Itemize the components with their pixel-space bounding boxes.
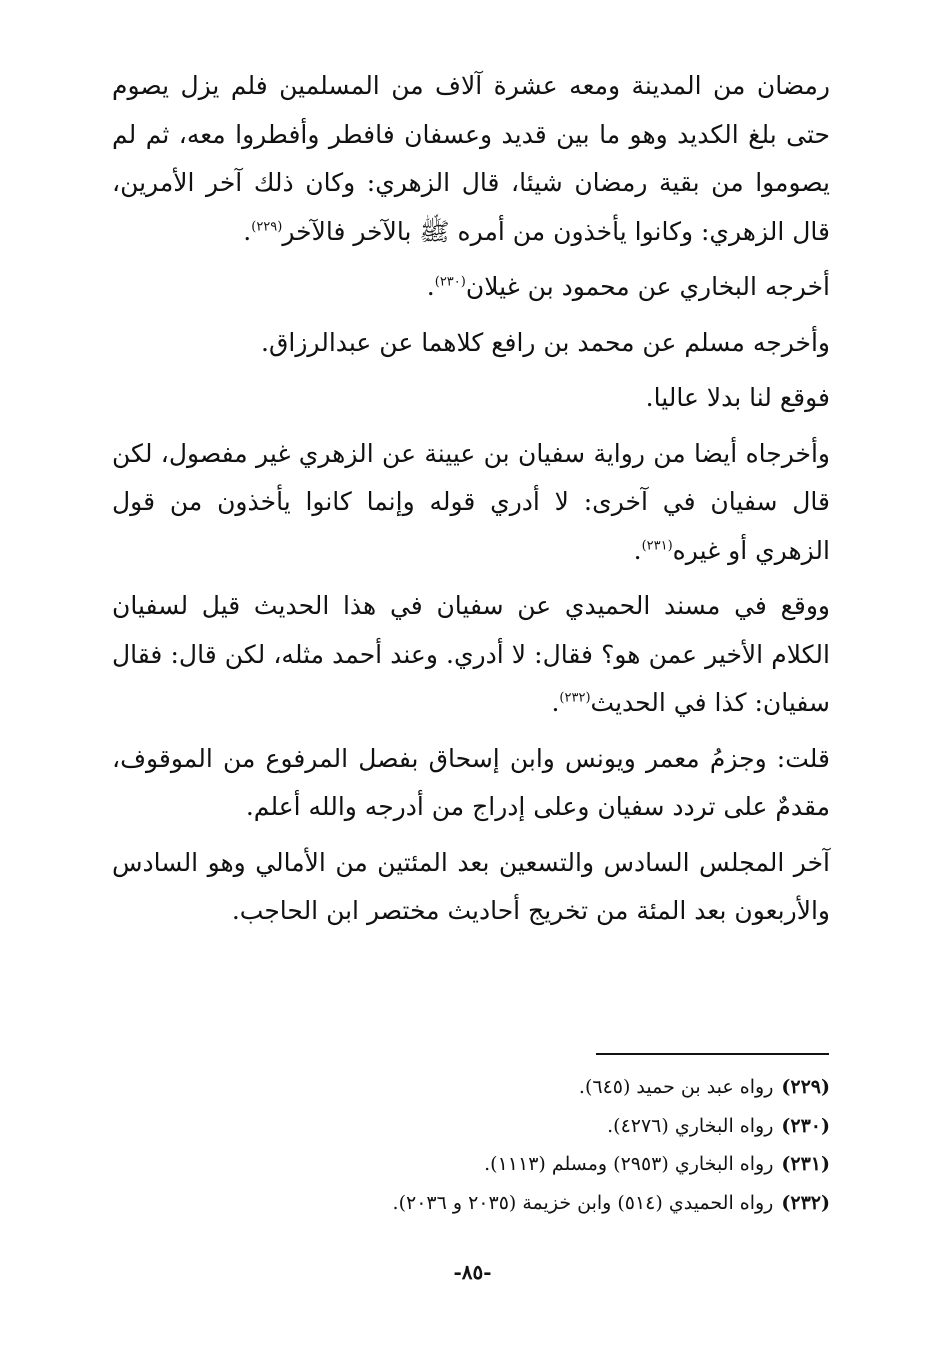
footnote-ref-231[interactable]: (٢٣١) [641,538,673,554]
paragraph-5: وأخرجاه أيضا من رواية سفيان بن عيينة عن الزهري غير مفصول، لكن قال سفيان في آخرى: لا أدري قوله وإنما كانوا يأخذون من قول الزهري أو غيره$^{(٢٣١)}$. [112,438,830,565]
paragraph-3: وأخرجه مسلم عن محمد بن رافع كلاهما عن عبدالرزاق. [261,327,830,357]
footnote-text: رواه عبد بن حميد (٦٤٥). [578,1076,774,1098]
footnote-ref-230[interactable]: (٢٣٠) [434,274,466,290]
footnote-ref-229[interactable]: (٢٢٩) [251,219,283,235]
paragraph-6: ووقع في مسند الحميدي عن سفيان في هذا الحديث قيل لسفيان الكلام الأخير عمن هو؟ فقال: لا أدري. وعند أحمد مثله، لكن قال: فقال سفيان: كذا في الحديث$^{(٢٣٢)}$. [112,591,830,717]
footnote-separator [596,1053,829,1055]
footnote-232 [300,1184,830,1223]
footnotes [300,1068,830,1222]
footnote-ref-232[interactable]: (٢٣٢) [559,690,591,706]
body-text [112,62,830,943]
footnote-text: رواه الحميدي (٥١٤) وابن خزيمة (٢٠٣٥ و ٢٠٣٦). [392,1191,774,1214]
footnote-230 [300,1107,830,1146]
footnote-text: رواه البخاري (٢٩٥٣) ومسلم (١١١٣). [484,1153,774,1175]
footnote-229 [300,1068,830,1107]
footnote-231 [300,1145,830,1184]
footnote-number: (٢٣٠) [781,1114,830,1137]
page-number: -٨٥- [453,1260,492,1284]
footnote-number: (٢٣٢) [781,1191,830,1214]
footnote-text: رواه البخاري (٤٢٧٦). [607,1114,774,1137]
footnote-number: (٢٣١) [781,1153,830,1175]
paragraph-7: قلت: وجزمُ معمر ويونس وابن إسحاق بفصل المرفوع من الموقوف، مقدمٌ على تردد سفيان وعلى إدراج من أدرجه والله أعلم. [112,743,830,821]
footnote-number: (٢٢٩) [781,1076,830,1098]
paragraph-2: أخرجه البخاري عن محمود بن غيلان$^{(٢٣٠)}$. [426,272,830,301]
paragraph-4: فوقع لنا بدلا عاليا. [645,383,830,412]
paragraph-8: آخر المجلس السادس والتسعين بعد المئتين من الأمالي وهو السادس والأربعون بعد المئة من تخريج أحاديث مختصر ابن الحاجب. [112,847,830,925]
paragraph-1: رمضان من المدينة ومعه عشرة آلاف من المسلمين فلم يزل يصوم حتى بلغ الكديد وهو ما بين قديد وعسفان فافطر وأفطروا معه، ثم لم يصوموا من بقية رمضان شيئا، قال الزهري: وكان ذلك آخر الأمرين، قال الزهري: وكانوا يأخذون من أمره ﷺ بالآخر فالآخر$^{(٢٢٩)}$. [112,71,830,246]
